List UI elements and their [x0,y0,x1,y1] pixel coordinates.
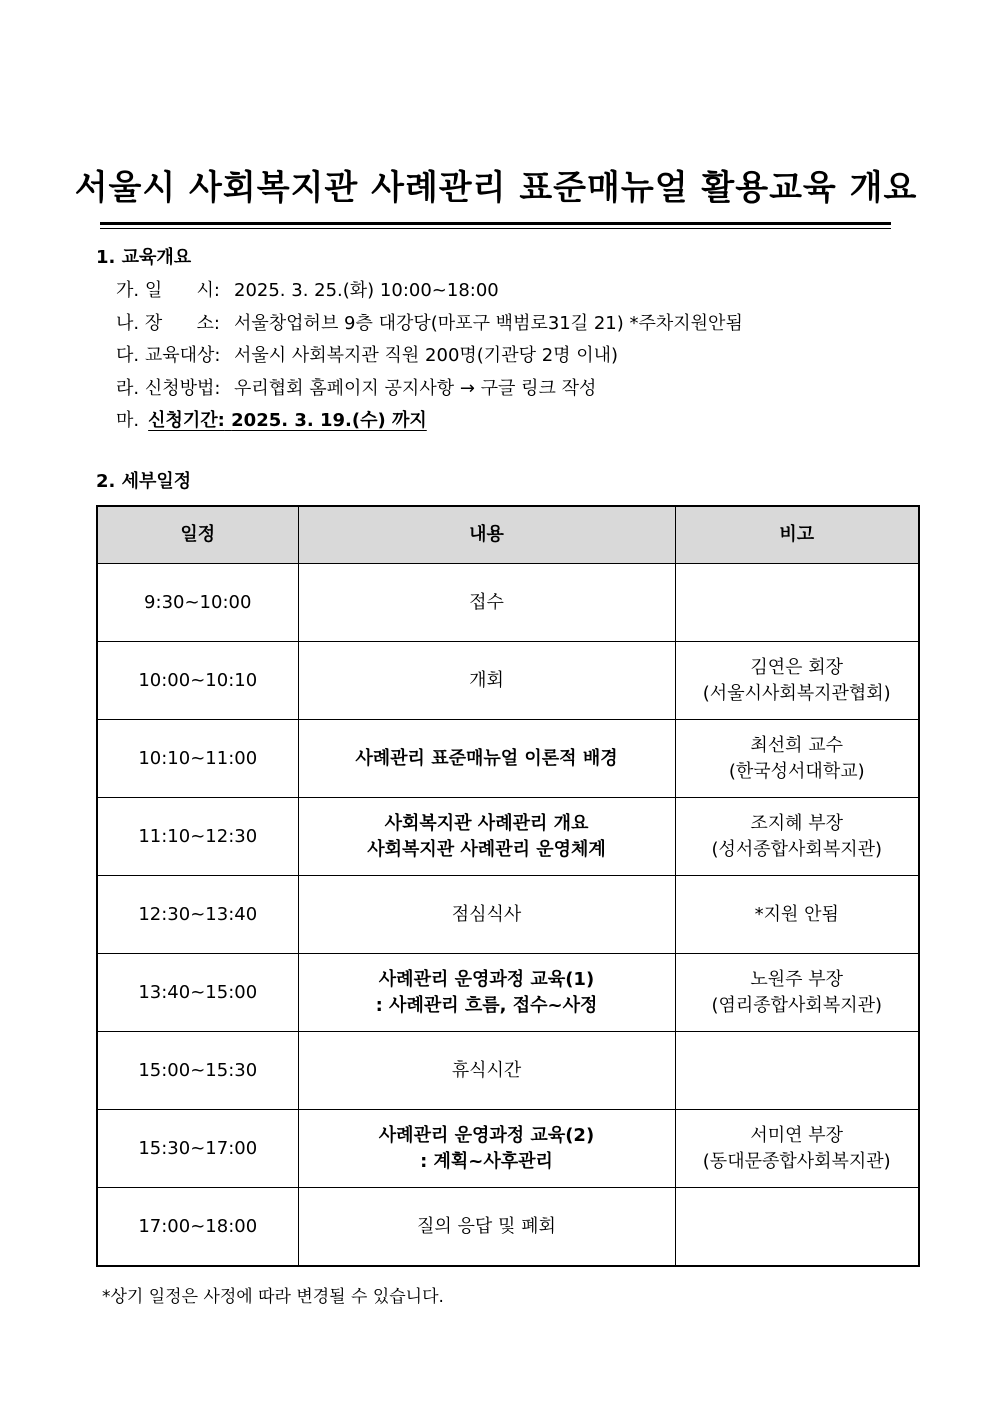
speaker-name: 서미연 부장 [750,1124,844,1146]
content-line: 질의 응답 및 폐회 [417,1215,556,1237]
overview-period-emphasis [148,405,427,438]
note-cell [675,642,919,720]
overview-label: 가. 일 시: [116,280,221,301]
table-row [97,954,919,1032]
column-header-content: 내용 [298,506,675,564]
column-header-note: 비고 [675,506,919,564]
content-cell [298,564,675,642]
table-row [97,720,919,798]
content-line: 휴식시간 [451,1059,522,1081]
content-line: 사회복지관 사례관리 운영체계 [367,838,606,860]
note-cell [675,798,919,876]
overview-value: 서울시 사회복지관 직원 200명(기관당 2명 이내) [234,345,619,366]
time-cell: 9:30~10:00 [97,564,298,642]
content-cell [298,642,675,720]
overview-label: 신청기간: [148,410,225,431]
table-row [97,876,919,954]
overview-item-period [116,405,743,438]
note-text: *지원 안됨 [754,903,839,925]
content-line: 사회복지관 사례관리 개요 [384,812,589,834]
table-row [97,564,919,642]
time-cell: 10:10~11:00 [97,720,298,798]
speaker-name: 노원주 부장 [750,968,844,990]
note-cell [675,1032,919,1110]
section2-heading: 2. 세부일정 [96,471,192,492]
column-header-time: 일정 [97,506,298,564]
overview-label: 나. 장 소: [116,312,221,334]
overview-label: 다. 교육대상: [116,345,221,366]
table-row [97,642,919,720]
time-cell: 12:30~13:40 [97,876,298,954]
title-rule-thin [100,228,891,229]
speaker-org: (한국성서대학교) [728,760,865,782]
overview-value: 우리협회 홈페이지 공지사항 → 구글 링크 작성 [234,377,597,399]
overview-item-method [116,373,743,406]
speaker-org: (염리종합사회복지관) [711,994,883,1016]
note-cell [675,1110,919,1188]
overview-label: 라. 신청방법: [116,377,221,399]
speaker-name: 조지혜 부장 [750,812,844,834]
note-cell [675,876,919,954]
time-cell: 15:30~17:00 [97,1110,298,1188]
table-header-row [97,506,919,564]
speaker-org: (성서종합사회복지관) [711,838,883,860]
overview-value: 2025. 3. 25.(화) 10:00~18:00 [234,280,499,301]
footnote: *상기 일정은 사정에 따라 변경될 수 있습니다. [102,1287,444,1307]
speaker-org: (동대문종합사회복지관) [702,1150,891,1172]
speaker-name: 최선희 교수 [750,734,844,756]
content-line: 사례관리 운영과정 교육(2) [378,1124,595,1146]
note-cell [675,1188,919,1267]
overview-value: 서울창업허브 9층 대강당(마포구 백범로31길 21) *주차지원안됨 [234,312,743,334]
content-cell [298,876,675,954]
time-cell: 11:10~12:30 [97,798,298,876]
overview-value: 2025. 3. 19.(수) 까지 [231,410,427,431]
table-row [97,1110,919,1188]
content-line: 점심식사 [451,903,522,925]
content-line: 개회 [469,669,504,691]
content-cell [298,798,675,876]
overview-item-date [116,275,743,308]
content-line: 접수 [469,591,504,613]
speaker-name: 김연은 회장 [750,656,844,678]
page-title: 서울시 사회복지관 사례관리 표준매뉴얼 활용교육 개요 [74,168,918,208]
overview-item-venue [116,308,743,341]
time-cell: 10:00~10:10 [97,642,298,720]
content-cell [298,1188,675,1267]
content-cell [298,954,675,1032]
schedule-table [96,505,920,1267]
table-row [97,1032,919,1110]
overview-item-target [116,340,743,373]
content-cell [298,1032,675,1110]
note-cell [675,954,919,1032]
overview-prefix: 마. [116,410,140,431]
speaker-org: (서울시사회복지관협회) [702,682,891,704]
content-cell [298,1110,675,1188]
table-row [97,1188,919,1267]
table-row [97,798,919,876]
time-cell: 13:40~15:00 [97,954,298,1032]
overview-list [116,275,743,438]
content-line: : 사례관리 흐름, 접수~사정 [375,994,598,1016]
time-cell: 15:00~15:30 [97,1032,298,1110]
section1-heading: 1. 교육개요 [96,247,192,268]
content-line: : 계획~사후관리 [420,1150,553,1172]
content-line: 사례관리 운영과정 교육(1) [378,968,595,990]
note-cell [675,720,919,798]
note-cell [675,564,919,642]
time-cell: 17:00~18:00 [97,1188,298,1267]
content-cell [298,720,675,798]
title-rule-thick [100,222,891,225]
content-line: 사례관리 표준매뉴얼 이론적 배경 [355,747,618,769]
